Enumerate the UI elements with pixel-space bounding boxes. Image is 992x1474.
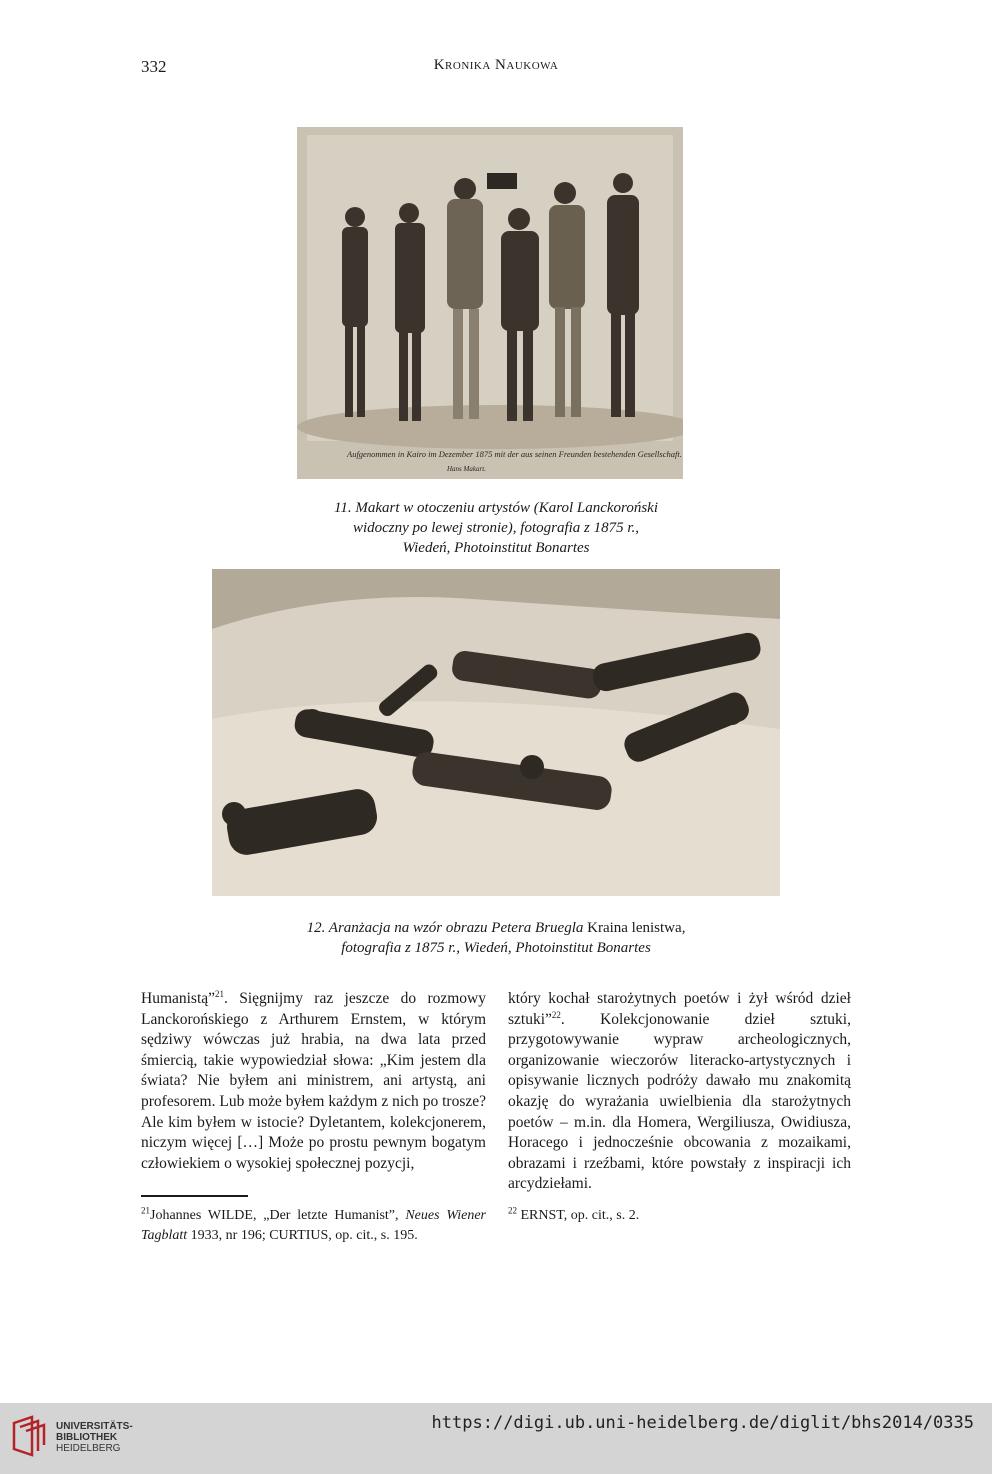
caption-line: 11. Makart w otoczeniu artystów (Karol Lanckoroński <box>333 500 658 516</box>
library-name-line: BIBLIOTHEK <box>56 1432 118 1443</box>
photo-makart-group <box>297 127 683 479</box>
caption-comma: , <box>681 920 686 936</box>
caption-painting-title: Kraina lenistwa <box>587 920 682 936</box>
photo-inscription-line2: Hans Makart. <box>447 465 486 473</box>
caption-line: Wiedeń, Photoinstitut Bonartes <box>402 540 590 556</box>
footnote-22 <box>508 1206 851 1226</box>
caption-line: fotografia z 1875 r., Wiedeń, Photoinstitut Bonartes <box>341 940 651 956</box>
body-column-left <box>141 989 486 1174</box>
photo-inscription-line1: Aufgenommen in Kairo im Dezember 1875 mit der aus seinen Freunden bestehenden Gesellschaft. <box>347 449 682 459</box>
body-column-right <box>508 989 851 1195</box>
caption-italic: 12. Aranżacja na wzór obrazu Petera Bruegla <box>306 920 584 936</box>
text-run: . Sięgnijmy raz jeszcze do rozmowy Lanckorońskiego z Arthurem Ernstem, w którym sędziwy wówczas już hrabia, na dwa lata przed śmiercią, takie wypowiedział słowa: „Kim jestem dla świata? Nie byłem ani ministrem, ani artystą, ani profesorem. Lub może byłem każdym z nich po trosze? Ale kim byłem w istocie? Dyletantem, kolekcjonerem, niczym więcej […] Może po prostu pewnym bogatym człowiekiem o wysokiej społecznej pozycji, <box>141 990 486 1172</box>
library-name-line: HEIDELBERG <box>56 1443 121 1454</box>
library-name-line: UNIVERSITÄTS- <box>56 1421 133 1432</box>
footnote-text: 1933, nr 196; CURTIUS, op. cit., s. 195. <box>187 1228 418 1243</box>
source-url-link[interactable]: https://digi.ub.uni-heidelberg.de/diglit/bhs2014/0335 <box>431 1413 974 1433</box>
footnote-text: ERNST, op. cit., s. 2. <box>517 1208 640 1223</box>
caption-line <box>0 918 992 938</box>
footnote-journal: Neues Wiener Tagblatt <box>141 1208 486 1243</box>
footnote-text: Johannes WILDE, „Der letzte Humanist”, <box>150 1208 406 1223</box>
photo-bruegel-arrangement <box>212 569 780 896</box>
page-number: 332 <box>141 57 167 76</box>
footnote-ref-22[interactable]: 22 <box>551 1009 561 1020</box>
footnote-number: 22 <box>508 1205 517 1216</box>
library-name <box>56 1421 133 1454</box>
caption-line: widoczny po lewej stronie), fotografia z 1875 r., <box>352 520 640 536</box>
text-run: który kochał starożytnych poetów i żył wśród dzieł sztuki” <box>508 990 851 1028</box>
digitization-footer <box>0 1403 992 1474</box>
text-run: . Kolekcjonowanie dzieł sztuki, przygotowywanie wypraw archeologicznych, organizowanie wieczorów literacko-artystycznych i opisywanie licznych podróży dawało mu znakomitą okazję do wyrażania uwielbienia dla starożytnych poetów – m.in. dla Homera, Wergiliusza, Owidiusza, Horacego i jednocześnie obcowania z mozaikami, obrazami i rzeźbami, które powstały z inspiracji ich arcydziełami. <box>508 1010 851 1193</box>
footnote-number: 21 <box>141 1205 150 1216</box>
footnote-21 <box>141 1206 486 1246</box>
text-run: Humanistą” <box>141 990 216 1007</box>
photo-bruegel-arrangement-illustration <box>212 569 780 896</box>
footnote-divider <box>141 1195 248 1197</box>
footnote-ref-21[interactable]: 21 <box>215 988 225 999</box>
figure-12-caption <box>0 918 992 958</box>
figure-11-caption <box>0 498 992 558</box>
photo-makart-group-illustration <box>297 127 683 479</box>
library-logo-icon[interactable] <box>12 1415 48 1457</box>
running-title: Kronika Naukowa <box>433 57 559 73</box>
